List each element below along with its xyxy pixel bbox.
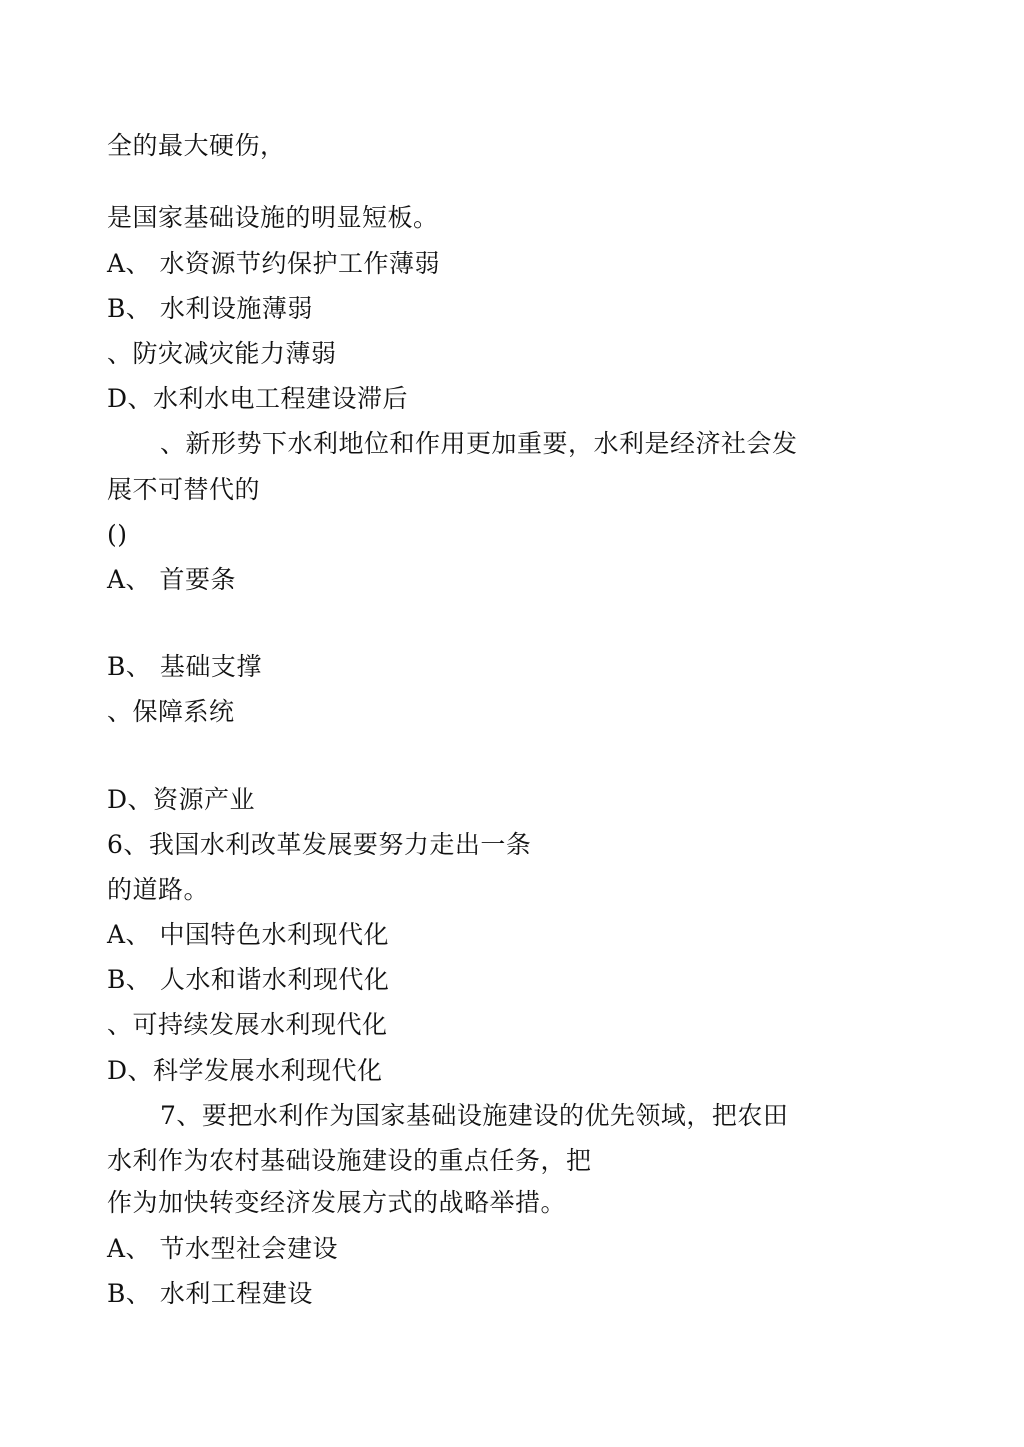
text-line: 是国家基础设施的明显短板。	[107, 203, 439, 232]
option-line: A、 水资源节约保护工作薄弱	[107, 249, 441, 278]
question-line: 7、要把水利作为国家基础设施建设的优先领域，把农田	[160, 1101, 789, 1130]
option-line: D、资源产业	[107, 785, 256, 814]
option-line: B、 基础支撑	[107, 652, 262, 681]
option-line: A、 首要条	[107, 565, 237, 594]
option-line: 、防灾减灾能力薄弱	[107, 339, 337, 368]
text-line: 全的最大硬伤，	[107, 131, 286, 160]
text-line: 水利作为农村基础设施建设的重点任务，把	[107, 1146, 592, 1175]
option-line: D、科学发展水利现代化	[107, 1056, 383, 1085]
option-line: B、 水利工程建设	[107, 1279, 313, 1308]
option-line: 、保障系统	[107, 697, 235, 726]
question-line: 6、我国水利改革发展要努力走出一条	[107, 830, 532, 859]
option-line: B、 人水和谐水利现代化	[107, 965, 390, 994]
answer-blank: ()	[107, 520, 128, 549]
option-line: 、可持续发展水利现代化	[107, 1010, 388, 1039]
text-line: 展不可替代的	[107, 475, 261, 504]
text-line: 作为加快转变经济发展方式的战略举措。	[107, 1188, 567, 1217]
option-line: A、 节水型社会建设	[107, 1234, 339, 1263]
option-line: A、 中国特色水利现代化	[107, 920, 390, 949]
question-line: 、新形势下水利地位和作用更加重要，水利是经济社会发	[160, 429, 798, 458]
text-line: 的道路。	[107, 875, 210, 904]
option-line: B、 水利设施薄弱	[107, 294, 313, 323]
option-line: D、水利水电工程建设滞后	[107, 384, 409, 413]
